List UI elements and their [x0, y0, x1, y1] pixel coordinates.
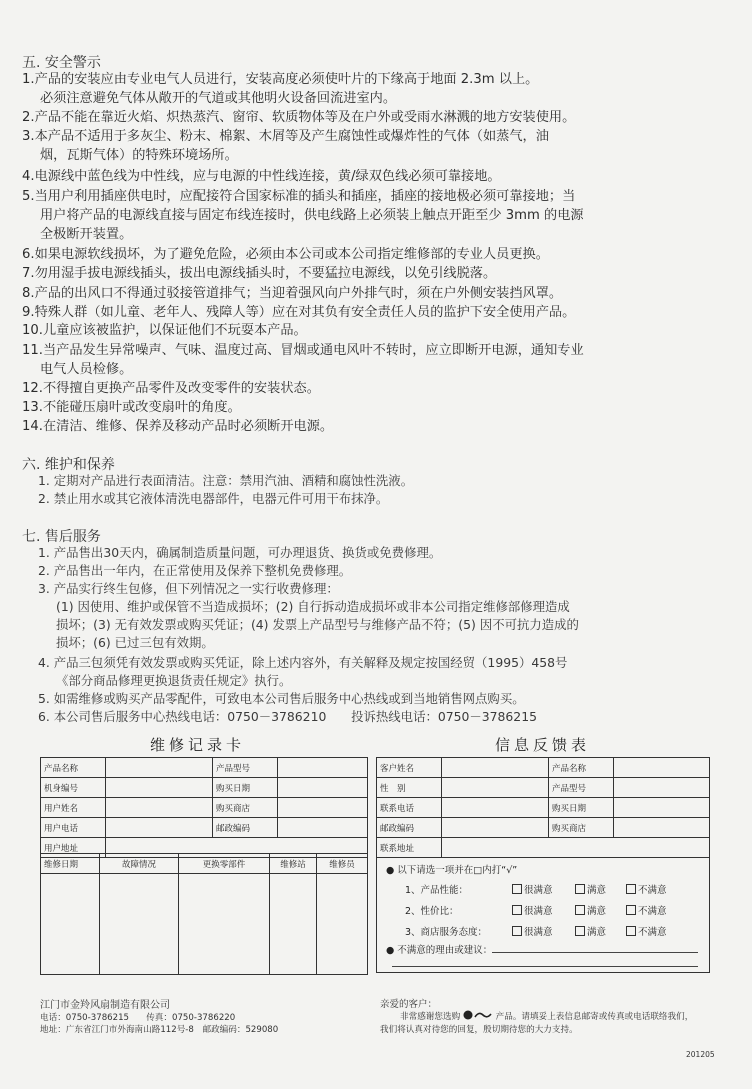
option-checkbox[interactable] — [512, 882, 553, 896]
repair-log-table — [40, 853, 368, 975]
option-checkbox[interactable] — [626, 903, 667, 917]
reason-label: ● 不满意的理由或建议： — [386, 945, 493, 956]
maintenance-item: 2. 禁止用水或其它液体清洗电器部件，电器元件可用干布抹净。 — [38, 491, 389, 506]
thanks-part: 非常感谢您选购 — [400, 1012, 461, 1022]
service-item: 《部分商品修理更换退货责任规定》执行。 — [56, 673, 292, 688]
form-field[interactable] — [278, 798, 368, 818]
feedback-card-title: 信息反馈表 — [495, 736, 591, 754]
option-label: 满意 — [587, 927, 607, 938]
form-field[interactable] — [442, 798, 549, 818]
form-label: 邮政编码 — [377, 818, 442, 838]
form-field[interactable] — [614, 798, 710, 818]
repair-card-title: 维修记录卡 — [150, 736, 246, 754]
option-label: 满意 — [587, 885, 607, 896]
option-label: 不满意 — [638, 927, 667, 938]
safety-item: 2.产品不能在靠近火焰、炽热蒸汽、窗帘、软质物体等及在户外或受雨水淋溅的地方安装使用。 — [22, 110, 576, 125]
form-label: 产品名称 — [549, 758, 614, 778]
log-cell[interactable] — [317, 874, 368, 975]
print-code: 201205 — [686, 1050, 715, 1059]
service-item: 2. 产品售出一年内，在正常使用及保养下整机免费修理。 — [38, 563, 352, 578]
checkbox-icon — [626, 884, 636, 894]
checkbox-icon — [626, 926, 636, 936]
checkbox-icon — [512, 884, 522, 894]
option-checkbox[interactable] — [575, 903, 606, 917]
option-checkbox[interactable] — [575, 882, 606, 896]
service-item: 5. 如需维修或购买产品零配件，可致电本公司售后服务中心热线或到当地销售网点购买。 — [38, 691, 525, 706]
thanks-text-2: 我们将认真对待您的回复，殷切期待您的大力支持。 — [380, 1025, 578, 1035]
safety-item: 8.产品的出风口不得通过驳接管道排气；当迎着强风向户外排气时，须在户外侧安装挡风罩。 — [22, 286, 563, 301]
safety-item: 4.电源线中蓝色线为中性线，应与电源的中性线连接，黄/绿双色线必须可靠接地。 — [22, 169, 501, 184]
service-item: 损坏；(3) 无有效发票或购买凭证；(4) 发票上产品型号与维修产品不符；(5) 因不可抗力造成的 — [56, 617, 579, 632]
safety-item: 5.当用户利用插座供电时，应配接符合国家标准的插头和插座，插座的接地极必须可靠接地；当 — [22, 189, 576, 204]
checkbox-icon — [626, 905, 636, 915]
form-label: 购买日期 — [213, 778, 278, 798]
safety-item: 7.勿用湿手拔电源线插头，拔出电源线插头时，不要猛拉电源线，以免引线脱落。 — [22, 266, 497, 281]
form-label: 用户姓名 — [41, 798, 106, 818]
form-label: 购买商店 — [549, 818, 614, 838]
option-label: 很满意 — [524, 906, 553, 917]
company-address: 地址：广东省江门市外海南山路112号-8 邮政编码：529080 — [40, 1025, 279, 1035]
log-cell[interactable] — [41, 874, 100, 975]
company-name: 江门市金羚风扇制造有限公司 — [40, 1000, 170, 1011]
survey-instruction: ● 以下请选一项并在□内打“√” — [386, 865, 518, 876]
option-label: 不满意 — [638, 885, 667, 896]
greeting: 亲爱的客户： — [380, 999, 438, 1010]
form-label: 联系地址 — [377, 838, 442, 858]
form-field[interactable] — [106, 778, 213, 798]
option-label: 满意 — [587, 906, 607, 917]
safety-item: 9.特殊人群（如儿童、老年人、残障人等）应在对其负有安全责任人员的监护下安全使用产品。 — [22, 305, 576, 320]
form-field[interactable] — [278, 818, 368, 838]
repair-card-table — [40, 757, 368, 858]
form-field[interactable] — [278, 778, 368, 798]
column-header: 维修日期 — [41, 854, 100, 874]
checkbox-icon — [512, 905, 522, 915]
column-header: 维修站 — [270, 854, 317, 874]
safety-item: 13.不能碰压扇叶或改变扇叶的角度。 — [22, 400, 241, 415]
reason-line[interactable] — [392, 966, 698, 967]
form-label: 联系电话 — [377, 798, 442, 818]
safety-item: 全极断开装置。 — [40, 227, 133, 242]
safety-title: 五. 安全警示 — [22, 55, 101, 71]
log-cell[interactable] — [179, 874, 270, 975]
thanks-part: 产品。请填妥上表信息邮寄或传真或电话联络我们， — [495, 1012, 694, 1022]
survey-question: 2、性价比： — [405, 906, 459, 917]
form-label: 用户电话 — [41, 818, 106, 838]
safety-item: 11.当产品发生异常噪声、气味、温度过高、冒烟或通电风叶不转时，应立即断开电源，通知专业 — [22, 343, 584, 358]
feedback-card-table — [376, 757, 710, 858]
form-label: 购买商店 — [213, 798, 278, 818]
thanks-text — [400, 1010, 693, 1022]
form-label: 机身编号 — [41, 778, 106, 798]
option-checkbox[interactable] — [626, 882, 667, 896]
option-label: 很满意 — [524, 885, 553, 896]
column-header: 维修员 — [317, 854, 368, 874]
safety-item: 3.本产品不适用于多灰尘、粉末、棉絮、木屑等及产生腐蚀性或爆炸性的气体（如蒸气，油 — [22, 129, 549, 144]
option-checkbox[interactable] — [512, 924, 553, 938]
form-label: 客户姓名 — [377, 758, 442, 778]
column-header: 故障情况 — [100, 854, 179, 874]
log-cell[interactable] — [100, 874, 179, 975]
form-label: 产品型号 — [213, 758, 278, 778]
form-field[interactable] — [106, 758, 213, 778]
company-phone: 电话：0750-3786215 传真：0750-3786220 — [40, 1013, 236, 1023]
safety-item: 12.不得擅自更换产品零件及改变零件的安装状态。 — [22, 381, 320, 396]
service-item: 1. 产品售出30天内，确属制造质量问题，可办理退货、换货或免费修理。 — [38, 545, 442, 560]
maintenance-item: 1. 定期对产品进行表面清洁。注意：禁用汽油、酒精和腐蚀性洗液。 — [38, 473, 414, 488]
log-cell[interactable] — [270, 874, 317, 975]
option-label: 很满意 — [524, 927, 553, 938]
safety-item: 10.儿童应该被监护，以保证他们不玩耍本产品。 — [22, 323, 307, 338]
form-field[interactable] — [614, 758, 710, 778]
checkbox-icon — [575, 905, 585, 915]
form-field[interactable] — [614, 778, 710, 798]
option-checkbox[interactable] — [626, 924, 667, 938]
safety-item: 6.如果电源软线损坏，为了避免危险，必须由本公司或本公司指定维修部的专业人员更换。 — [22, 247, 549, 262]
form-label: 购买日期 — [549, 798, 614, 818]
form-field[interactable] — [442, 758, 549, 778]
option-checkbox[interactable] — [512, 903, 553, 917]
column-header: 更换零部件 — [179, 854, 270, 874]
safety-item: 14.在清洁、维修、保养及移动产品时必须断开电源。 — [22, 419, 334, 434]
service-item: 6. 本公司售后服务中心热线电话：0750－3786210 投诉热线电话：0750－3786215 — [38, 709, 537, 724]
form-field[interactable] — [106, 798, 213, 818]
form-label: 邮政编码 — [213, 818, 278, 838]
checkbox-icon — [575, 884, 585, 894]
reason-line[interactable] — [492, 952, 698, 953]
service-item: 4. 产品三包须凭有效发票或购买凭证，除上述内容外，有关解释及规定按国经贸（1995）458号 — [38, 655, 568, 670]
safety-item: 用户将产品的电源线直接与固定布线连接时，供电线路上必须装上触点开距至少 3mm 的电源 — [40, 208, 584, 223]
brand-logo-icon — [463, 1010, 493, 1020]
service-item: (1) 因使用、维护或保管不当造成损坏；(2) 自行拆动造成损坏或非本公司指定维修部修理造成 — [56, 599, 570, 614]
form-label: 用户地址 — [41, 838, 106, 858]
form-field[interactable] — [614, 818, 710, 838]
form-label: 性 别 — [377, 778, 442, 798]
checkbox-icon — [575, 926, 585, 936]
maintenance-title: 六. 维护和保养 — [22, 457, 115, 473]
option-checkbox[interactable] — [575, 924, 606, 938]
service-title: 七. 售后服务 — [22, 529, 101, 545]
form-field[interactable] — [106, 818, 213, 838]
form-field[interactable] — [442, 778, 549, 798]
checkbox-icon — [512, 926, 522, 936]
service-item: 损坏；(6) 已过三包有效期。 — [56, 635, 214, 650]
survey-question: 1、产品性能： — [405, 885, 469, 896]
safety-item: 必须注意避免气体从敞开的气道或其他明火设备回流进室内。 — [40, 91, 397, 106]
form-field[interactable] — [442, 818, 549, 838]
safety-item: 电气人员检修。 — [40, 362, 133, 377]
survey-question: 3、商店服务态度： — [405, 927, 488, 938]
safety-item: 烟，瓦斯气体）的特殊环境场所。 — [40, 148, 238, 163]
safety-item: 1.产品的安装应由专业电气人员进行，安装高度必须使叶片的下缘高于地面 2.3m 以上。 — [22, 72, 539, 87]
form-field[interactable] — [278, 758, 368, 778]
service-item: 3. 产品实行终生包修，但下列情况之一实行收费修理： — [38, 581, 339, 596]
form-label: 产品名称 — [41, 758, 106, 778]
form-label: 产品型号 — [549, 778, 614, 798]
option-label: 不满意 — [638, 906, 667, 917]
